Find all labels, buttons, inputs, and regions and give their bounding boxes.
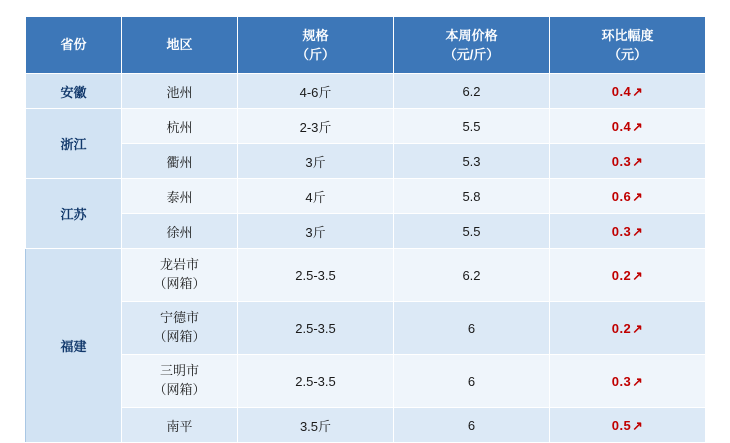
- column-header-change-line1: 环比幅度: [601, 27, 654, 43]
- cell-province: [26, 249, 122, 443]
- up-arrow-icon: ↗: [632, 119, 644, 134]
- change-value: 0.6: [611, 188, 632, 204]
- region-label: 三明市: [159, 363, 199, 379]
- column-header-province-line1: 省份: [60, 37, 87, 53]
- cell-spec: [238, 249, 394, 302]
- cell-spec: [238, 302, 394, 355]
- price-value: 6.2: [462, 83, 481, 99]
- up-arrow-icon: ↗: [632, 154, 644, 169]
- table-row: [26, 408, 706, 443]
- spec-value: 4-6斤: [299, 84, 332, 100]
- change-value: 0.4: [611, 83, 632, 99]
- region-label: 衢州: [166, 154, 193, 170]
- fish-price-table: [25, 16, 706, 443]
- region-label: 徐州: [166, 224, 193, 240]
- up-arrow-icon: ↗: [632, 189, 644, 204]
- cell-spec: [238, 109, 394, 144]
- cell-province: [26, 109, 122, 179]
- column-header-spec-line1: 规格: [302, 27, 329, 43]
- price-value: 6: [467, 320, 476, 336]
- cell-province: [26, 179, 122, 249]
- cell-spec: [238, 355, 394, 408]
- province-label: 浙江: [60, 137, 87, 152]
- table-row: [26, 214, 706, 249]
- cell-change: [550, 302, 706, 355]
- table-row: [26, 74, 706, 109]
- change-value: 0.4: [611, 118, 632, 134]
- table-row: [26, 179, 706, 214]
- cell-region: [122, 302, 238, 355]
- cell-change: [550, 408, 706, 443]
- column-header-price-line1: 本周价格: [445, 27, 498, 43]
- region-sublabel: （网箱）: [153, 329, 206, 344]
- column-header-change: [550, 17, 706, 74]
- cell-price: [394, 408, 550, 443]
- spec-value: 2.5-3.5: [295, 373, 336, 389]
- change-value: 0.3: [611, 223, 632, 239]
- cell-spec: [238, 408, 394, 443]
- up-arrow-icon: ↗: [632, 84, 644, 99]
- cell-region: [122, 179, 238, 214]
- column-header-price: [394, 17, 550, 74]
- cell-price: [394, 179, 550, 214]
- spec-value: 4斤: [305, 189, 326, 205]
- table-body: [26, 74, 706, 443]
- region-label: 杭州: [166, 119, 193, 135]
- price-value: 5.5: [462, 223, 481, 239]
- province-label: 安徽: [60, 84, 87, 100]
- region-sublabel: （网箱）: [153, 276, 206, 291]
- price-value: 5.8: [462, 188, 481, 204]
- column-header-province: [26, 17, 122, 74]
- cell-change: [550, 179, 706, 214]
- cell-change: [550, 214, 706, 249]
- cell-region: [122, 74, 238, 109]
- column-header-region-line1: 地区: [166, 37, 193, 53]
- spec-value: 2-3斤: [299, 119, 332, 135]
- region-label: 泰州: [166, 189, 193, 205]
- column-header-spec-line2: （斤）: [295, 47, 335, 62]
- cell-spec: [238, 144, 394, 179]
- table-row: [26, 355, 706, 408]
- change-value: 0.3: [611, 373, 632, 389]
- cell-price: [394, 144, 550, 179]
- cell-change: [550, 144, 706, 179]
- cell-price: [394, 249, 550, 302]
- column-header-spec: [238, 17, 394, 74]
- cell-price: [394, 109, 550, 144]
- cell-region: [122, 408, 238, 443]
- change-value: 0.3: [611, 153, 632, 169]
- cell-price: [394, 74, 550, 109]
- cell-change: [550, 249, 706, 302]
- cell-region: [122, 144, 238, 179]
- cell-price: [394, 302, 550, 355]
- table-row: [26, 302, 706, 355]
- cell-price: [394, 355, 550, 408]
- price-value: 6: [467, 373, 476, 389]
- column-header-region: [122, 17, 238, 74]
- up-arrow-icon: ↗: [632, 224, 644, 239]
- cell-province: [26, 74, 122, 109]
- spec-value: 2.5-3.5: [295, 320, 336, 336]
- spec-value: 3斤: [305, 154, 326, 170]
- price-value: 5.5: [462, 118, 481, 134]
- price-value: 6.2: [462, 267, 481, 283]
- up-arrow-icon: ↗: [632, 418, 644, 433]
- price-value: 5.3: [462, 153, 481, 169]
- cell-region: [122, 214, 238, 249]
- table-row: [26, 109, 706, 144]
- price-value: 6: [467, 417, 476, 433]
- region-label: 宁德市: [159, 310, 199, 326]
- column-header-price-line2: （元/斤）: [443, 47, 500, 62]
- province-label: 江苏: [60, 207, 87, 222]
- change-value: 0.2: [611, 267, 632, 283]
- region-label: 龙岩市: [159, 257, 199, 273]
- cell-spec: [238, 74, 394, 109]
- cell-price: [394, 214, 550, 249]
- spec-value: 3.5斤: [299, 418, 332, 434]
- region-label: 南平: [166, 418, 193, 434]
- cell-change: [550, 355, 706, 408]
- cell-change: [550, 74, 706, 109]
- table-header-row: [26, 17, 706, 74]
- region-sublabel: （网箱）: [153, 382, 206, 397]
- table-header: [26, 17, 706, 74]
- cell-spec: [238, 179, 394, 214]
- price-table-container: [25, 16, 705, 443]
- change-value: 0.2: [611, 320, 632, 336]
- column-header-change-line2: （元）: [607, 47, 647, 62]
- up-arrow-icon: ↗: [632, 268, 644, 283]
- cell-spec: [238, 214, 394, 249]
- table-row: [26, 144, 706, 179]
- spec-value: 2.5-3.5: [295, 267, 336, 283]
- up-arrow-icon: ↗: [632, 321, 644, 336]
- change-value: 0.5: [611, 417, 632, 433]
- up-arrow-icon: ↗: [632, 374, 644, 389]
- region-label: 池州: [166, 84, 193, 100]
- cell-region: [122, 249, 238, 302]
- cell-region: [122, 109, 238, 144]
- spec-value: 3斤: [305, 224, 326, 240]
- cell-region: [122, 355, 238, 408]
- cell-change: [550, 109, 706, 144]
- table-row: [26, 249, 706, 302]
- province-label: 福建: [60, 339, 87, 354]
